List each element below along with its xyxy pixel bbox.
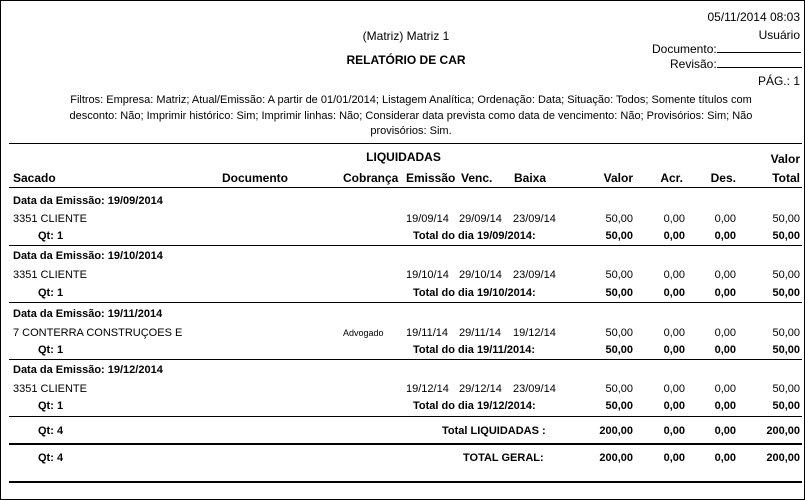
row-acr: 0,00 xyxy=(663,213,685,225)
sum-label: Total do dia 19/09/2014: xyxy=(413,230,536,242)
row-baixa: 23/09/14 xyxy=(513,269,556,281)
group-title: Data da Emissão: 19/11/2014 xyxy=(13,308,163,320)
sum-acr: 0,00 xyxy=(663,344,685,356)
sum-acr: 0,00 xyxy=(663,287,685,299)
total-geral-des: 0,00 xyxy=(714,452,736,464)
row-venc: 29/11/14 xyxy=(459,327,502,339)
documento-field xyxy=(652,42,801,56)
sum-valor: 50,00 xyxy=(605,287,633,299)
col-valor-total-line1: Valor xyxy=(770,152,800,166)
row-emissao: 19/12/14 xyxy=(406,383,449,395)
row-acr: 0,00 xyxy=(663,269,685,281)
row-des: 0,00 xyxy=(714,269,736,281)
sum-total: 50,00 xyxy=(772,230,800,242)
sum-des: 0,00 xyxy=(714,344,736,356)
total-geral-acr: 0,00 xyxy=(663,452,685,464)
report-datetime: 05/11/2014 08:03 xyxy=(707,10,800,24)
total-geral-qt: Qt: 4 xyxy=(38,452,64,464)
documento-label: Documento: xyxy=(652,42,717,56)
documento-blank xyxy=(717,42,801,53)
row-valor: 50,00 xyxy=(605,383,633,395)
sum-des: 0,00 xyxy=(714,287,736,299)
report-title: RELATÓRIO DE CAR xyxy=(346,53,466,67)
row-valor: 50,00 xyxy=(605,327,633,339)
company-name: (Matriz) Matriz 1 xyxy=(362,29,450,43)
sum-acr: 0,00 xyxy=(663,230,685,242)
total-geral-total: 200,00 xyxy=(766,452,800,464)
col-documento: Documento xyxy=(222,171,288,185)
filters-line-2: desconto: Não; Imprimir histórico: Sim; Imprimir linhas: Não; Considerar data prevista como data de vencimento: Não; Provisórios: Sim; Não xyxy=(69,109,753,122)
row-sacado: 3351 CLIENTE xyxy=(13,213,87,225)
group-divider xyxy=(9,359,802,360)
page-number: PÁG.: 1 xyxy=(757,74,800,88)
sum-valor: 50,00 xyxy=(605,344,633,356)
total-liquidadas-total: 200,00 xyxy=(766,425,800,437)
sum-label: Total do dia 19/11/2014: xyxy=(413,344,536,356)
report-filters xyxy=(31,93,791,140)
row-venc: 29/12/14 xyxy=(459,383,502,395)
user-label: Usuário xyxy=(758,28,800,42)
row-cobranca: Advogado xyxy=(343,328,384,338)
sum-valor: 50,00 xyxy=(605,230,633,242)
group-divider xyxy=(9,245,802,246)
sum-qt: Qt: 1 xyxy=(38,400,64,412)
row-sacado: 3351 CLIENTE xyxy=(13,269,87,281)
group-divider xyxy=(9,416,802,417)
row-venc: 29/10/14 xyxy=(459,269,502,281)
sum-total: 50,00 xyxy=(772,400,800,412)
group-title: Data da Emissão: 19/10/2014 xyxy=(13,250,163,262)
row-baixa: 23/09/14 xyxy=(513,213,556,225)
row-total: 50,00 xyxy=(772,327,800,339)
sum-qt: Qt: 1 xyxy=(38,344,64,356)
total-liquidadas-des: 0,00 xyxy=(714,425,736,437)
revisao-label: Revisão: xyxy=(670,57,717,71)
footer-divider xyxy=(9,481,802,483)
header-divider xyxy=(9,143,802,144)
row-total: 50,00 xyxy=(772,213,800,225)
row-baixa: 23/09/14 xyxy=(513,383,556,395)
sum-qt: Qt: 1 xyxy=(38,230,64,242)
filters-line-3: provisórios: Sim. xyxy=(370,125,452,137)
sum-acr: 0,00 xyxy=(663,400,685,412)
row-sacado: 3351 CLIENTE xyxy=(13,383,87,395)
row-acr: 0,00 xyxy=(663,327,685,339)
col-valor-total-line2: Total xyxy=(772,171,800,185)
revisao-blank xyxy=(717,57,802,68)
row-total: 50,00 xyxy=(772,383,800,395)
row-emissao: 19/09/14 xyxy=(406,213,449,225)
row-total: 50,00 xyxy=(772,269,800,281)
row-des: 0,00 xyxy=(714,327,736,339)
row-sacado: 7 CONTERRA CONSTRUÇOES E xyxy=(13,327,183,339)
col-valor: Valor xyxy=(603,171,633,185)
col-sacado: Sacado xyxy=(13,171,56,185)
total-liquidadas-valor: 200,00 xyxy=(599,425,633,437)
sum-label: Total do dia 19/12/2014: xyxy=(413,400,536,412)
col-venc: Venc. xyxy=(461,171,493,185)
row-emissao: 19/10/14 xyxy=(406,269,449,281)
total-geral-valor: 200,00 xyxy=(599,452,633,464)
total-geral-label: TOTAL GERAL: xyxy=(463,452,544,464)
row-valor: 50,00 xyxy=(605,213,633,225)
total-liquidadas-label: Total LIQUIDADAS : xyxy=(442,425,546,437)
col-baixa: Baixa xyxy=(514,171,547,185)
col-acr: Acr. xyxy=(660,171,683,185)
total-liquidadas-qt: Qt: 4 xyxy=(38,425,64,437)
row-acr: 0,00 xyxy=(663,383,685,395)
row-emissao: 19/11/14 xyxy=(406,327,449,339)
group-title: Data da Emissão: 19/09/2014 xyxy=(13,195,163,207)
section-title: LIQUIDADAS xyxy=(366,150,441,164)
sum-label: Total do dia 19/10/2014: xyxy=(413,287,536,299)
total-divider xyxy=(9,443,802,445)
row-des: 0,00 xyxy=(714,213,736,225)
row-venc: 29/09/14 xyxy=(459,213,502,225)
filters-line-1: Filtros: Empresa: Matriz; Atual/Emissão: A partir de 01/01/2014; Listagem Analítica; Ordenação: Data; Situação: Todos; Somente títulos com xyxy=(70,94,752,106)
group-title: Data da Emissão: 19/12/2014 xyxy=(13,364,163,376)
sum-des: 0,00 xyxy=(714,400,736,412)
row-valor: 50,00 xyxy=(605,269,633,281)
revisao-field xyxy=(670,57,802,71)
sum-total: 50,00 xyxy=(772,344,800,356)
group-divider xyxy=(9,302,802,303)
sum-valor: 50,00 xyxy=(605,400,633,412)
col-emissao: Emissão xyxy=(406,171,456,185)
sum-des: 0,00 xyxy=(714,230,736,242)
row-des: 0,00 xyxy=(714,383,736,395)
sum-total: 50,00 xyxy=(772,287,800,299)
row-baixa: 19/12/14 xyxy=(513,327,556,339)
col-des: Des. xyxy=(710,171,736,185)
sum-qt: Qt: 1 xyxy=(38,287,64,299)
col-cobranca: Cobrança xyxy=(343,171,399,185)
columns-divider xyxy=(9,187,802,188)
total-liquidadas-acr: 0,00 xyxy=(663,425,685,437)
